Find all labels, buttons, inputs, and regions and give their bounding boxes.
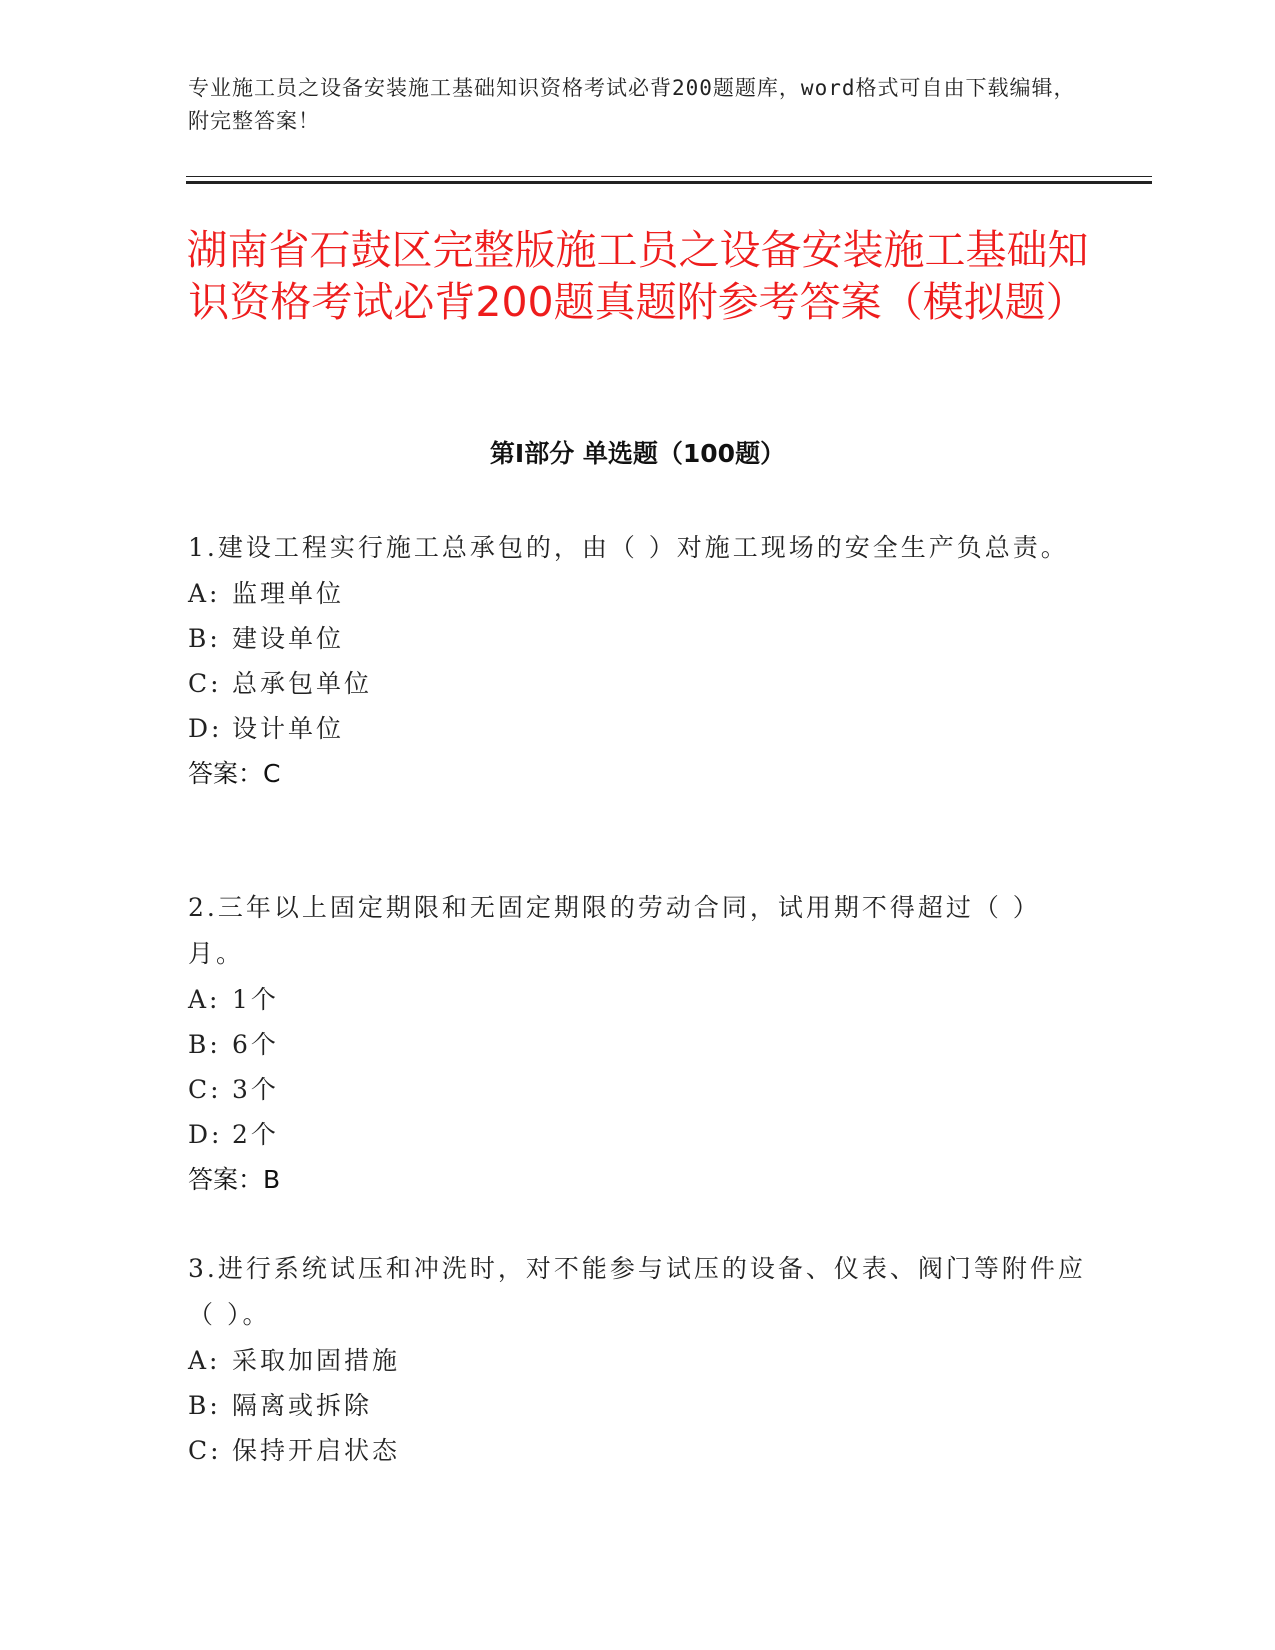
- answer-line: 答案：B: [188, 1165, 281, 1194]
- option-text: 监理单位: [232, 579, 345, 608]
- header-rule-thick: [186, 181, 1152, 184]
- option-letter: A:: [188, 1346, 221, 1375]
- option-c: [188, 661, 1088, 706]
- option-text: 设计单位: [232, 714, 345, 743]
- option-b: [188, 1022, 1088, 1067]
- option-letter: D:: [188, 714, 223, 743]
- option-text: 6个: [232, 1030, 279, 1059]
- option-text: 总承包单位: [232, 669, 373, 698]
- section-title: 第Ⅰ部分 单选题（100题）: [489, 439, 786, 468]
- option-text: 隔离或拆除: [232, 1391, 373, 1420]
- option-letter: A:: [188, 985, 221, 1014]
- option-letter: D:: [188, 1120, 223, 1149]
- answer-line: 答案：C: [188, 759, 281, 788]
- option-letter: C:: [188, 669, 222, 698]
- option-text: 2个: [232, 1120, 279, 1149]
- option-a: [188, 977, 1088, 1022]
- question-3: [188, 1246, 1088, 1473]
- option-text: 建设单位: [232, 624, 345, 653]
- question-stem: 2.三年以上固定期限和无固定期限的劳动合同，试用期不得超过（ ）月。: [188, 893, 1041, 968]
- question-2: [188, 885, 1088, 1203]
- option-text: 保持开启状态: [232, 1436, 401, 1465]
- document-title: 湖南省石鼓区完整版施工员之设备安装施工基础知识资格考试必背200题真题附参考答案（模拟题）: [186, 226, 1089, 326]
- option-text: 3个: [232, 1075, 279, 1104]
- option-d: [188, 706, 1088, 751]
- option-b: [188, 616, 1088, 661]
- question-stem: 1.建设工程实行施工总承包的，由（ ）对施工现场的安全生产负总责。: [188, 533, 1069, 562]
- header-rule-thin: [186, 176, 1152, 177]
- option-letter: C:: [188, 1075, 222, 1104]
- option-d: [188, 1112, 1088, 1157]
- option-letter: B:: [188, 1391, 221, 1420]
- option-letter: B:: [188, 1030, 221, 1059]
- option-letter: B:: [188, 624, 221, 653]
- option-letter: C:: [188, 1436, 222, 1465]
- option-c: [188, 1067, 1088, 1112]
- option-text: 1个: [232, 985, 279, 1014]
- question-stem: 3.进行系统试压和冲洗时，对不能参与试压的设备、仪表、阀门等附件应（ ）。: [188, 1254, 1086, 1329]
- option-letter: A:: [188, 579, 221, 608]
- question-1: [188, 525, 1088, 797]
- header-note: 专业施工员之设备安装施工基础知识资格考试必背200题题库，word格式可自由下载编辑，附完整答案！: [188, 76, 1076, 133]
- option-a: [188, 571, 1088, 616]
- option-c: [188, 1428, 1088, 1473]
- option-a: [188, 1338, 1088, 1383]
- option-b: [188, 1383, 1088, 1428]
- option-text: 采取加固措施: [232, 1346, 401, 1375]
